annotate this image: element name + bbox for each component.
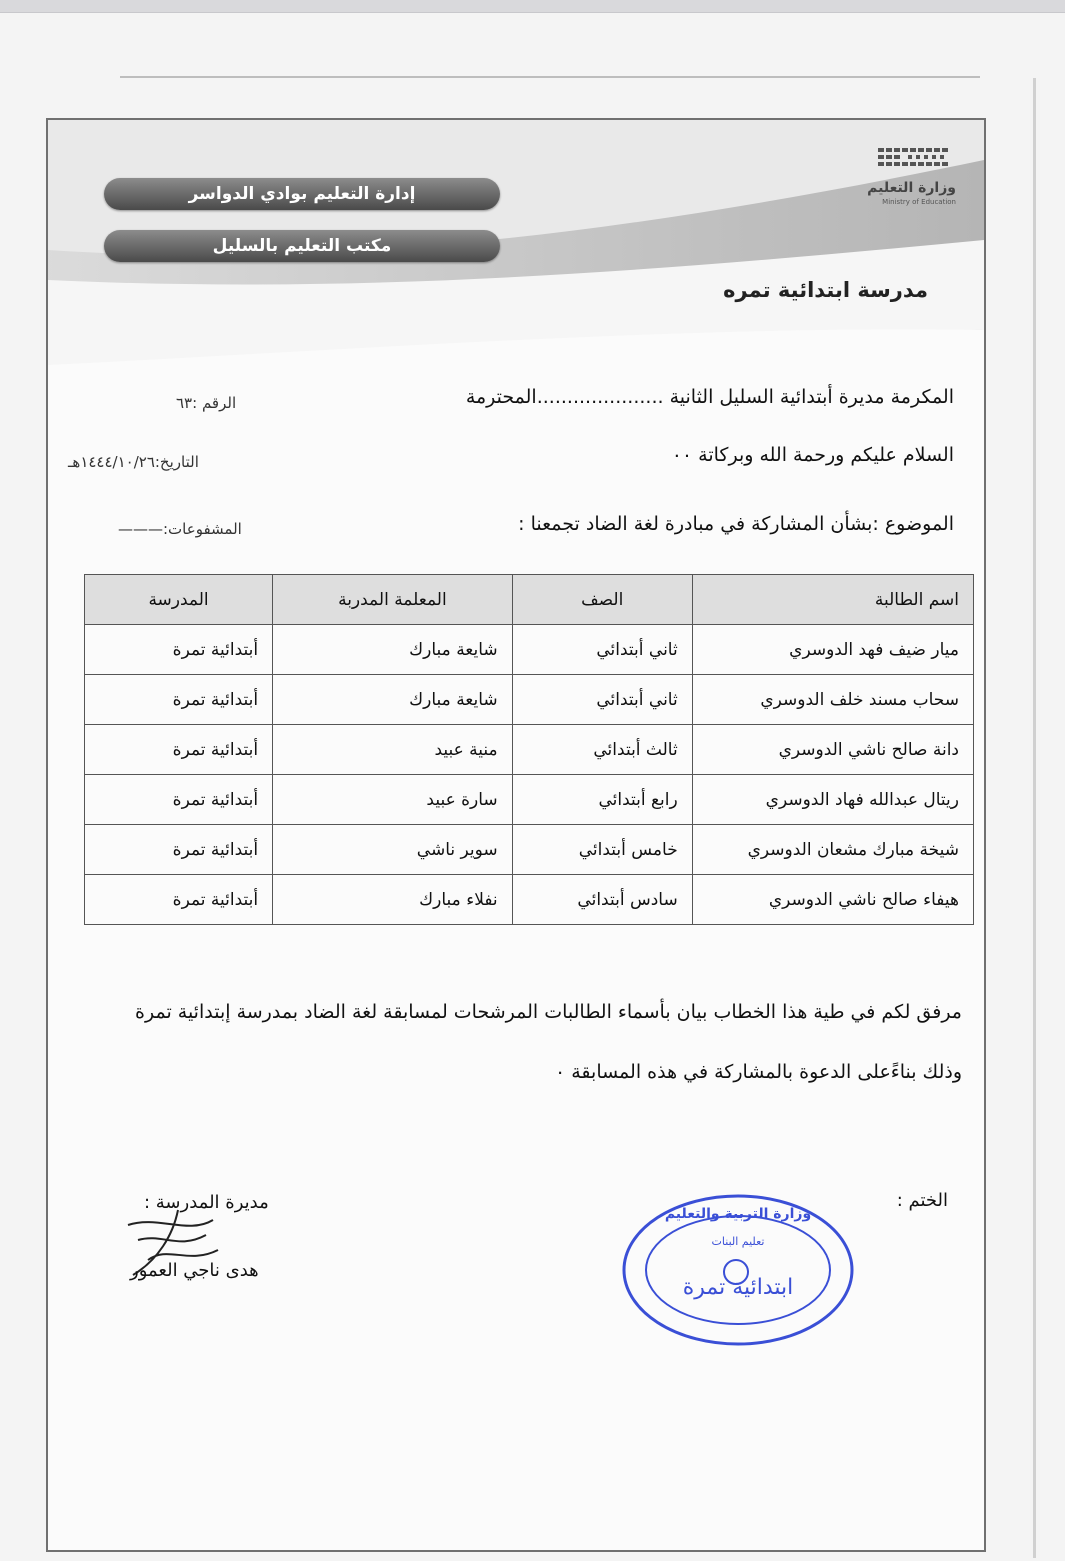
principal-name: هدى ناجي العمور: [130, 1260, 259, 1281]
letter-document: [46, 118, 986, 1552]
students-table: [84, 574, 974, 925]
page-edge-right: [1033, 78, 1036, 1558]
reference-number: الرقم :٦٣: [176, 394, 237, 412]
stamp-label: الختم :: [896, 1190, 948, 1211]
subject-line: الموضوع :بشأن المشاركة في مبادرة لغة الضاد تجمعنا :: [518, 513, 954, 535]
greeting-line: السلام عليكم ورحمة الله وبركاتة ٠٠: [671, 444, 954, 466]
column-header-student: اسم الطالبة: [692, 575, 973, 625]
grade: ثالث أبتدائي: [512, 725, 692, 775]
school: أبتدائية تمرة: [85, 775, 273, 825]
column-header-teacher: المعلمة المدربة: [273, 575, 513, 625]
ministry-name-ar: وزارة التعليم: [867, 180, 956, 196]
attachments-label: المشفوعات:———: [118, 520, 242, 538]
table-header-row: [85, 575, 974, 625]
table-row: [85, 675, 974, 725]
grade: ثاني أبتدائي: [512, 675, 692, 725]
school-title: مدرسة ابتدائية تمره: [723, 278, 928, 302]
student-name: ميار ضيف فهد الدوسري: [692, 625, 973, 675]
student-name: سحاب مسند خلف الدوسري: [692, 675, 973, 725]
school: أبتدائية تمرة: [85, 625, 273, 675]
table-row: [85, 725, 974, 775]
student-name: ريتال عبدالله فهاد الدوسري: [692, 775, 973, 825]
table-row: [85, 825, 974, 875]
student-name: دانة صالح ناشي الدوسري: [692, 725, 973, 775]
teacher: نفلاء مبارك: [273, 875, 513, 925]
student-name: شيخة مبارك مشعان الدوسري: [692, 825, 973, 875]
student-name: هيفاء صالح ناشي الدوسري: [692, 875, 973, 925]
grade: ثاني أبتدائي: [512, 625, 692, 675]
office-banner: مكتب التعليم بالسليل: [104, 230, 500, 262]
teacher: شايعة مبارك: [273, 675, 513, 725]
top-bar: [0, 0, 1065, 13]
teacher: شايعة مبارك: [273, 625, 513, 675]
department-banner: إدارة التعليم بوادي الدواسر: [104, 178, 500, 210]
school: أبتدائية تمرة: [85, 675, 273, 725]
principal-label: مديرة المدرسة :: [144, 1192, 269, 1213]
body-paragraph-line-2: وذلك بناءًعلى الدعوة بالمشاركة في هذه المسابقة ٠: [554, 1061, 962, 1083]
teacher: منية عبيد: [273, 725, 513, 775]
school-stamp: [618, 1190, 858, 1350]
column-header-school: المدرسة: [85, 575, 273, 625]
stamp-school-text: ابتدائية تمرة: [682, 1275, 794, 1300]
body-paragraph-line-1: مرفق لكم في طية هذا الخطاب بيان بأسماء الطالبات المرشحات لمسابقة لغة الضاد بمدرسة إبتدائية تمرة: [135, 1001, 962, 1023]
grade: رابع أبتدائي: [512, 775, 692, 825]
table-row: [85, 775, 974, 825]
stamp-subtitle-text: تعليم البنات: [711, 1235, 765, 1248]
table-row: [85, 625, 974, 675]
school: أبتدائية تمرة: [85, 875, 273, 925]
ministry-logo: [838, 140, 968, 210]
stamp-ministry-text: وزارة التربية والتعليم: [664, 1206, 812, 1222]
addressee-line: المكرمة مديرة أبتدائية السليل الثانية .....................المحترمة: [465, 386, 954, 408]
page-edge: [120, 76, 980, 78]
school: أبتدائية تمرة: [85, 725, 273, 775]
school: أبتدائية تمرة: [85, 825, 273, 875]
ministry-name-en: Ministry of Education: [882, 198, 956, 206]
teacher: سوير ناشي: [273, 825, 513, 875]
teacher: سارة عبيد: [273, 775, 513, 825]
grade: خامس أبتدائي: [512, 825, 692, 875]
grade: سادس أبتدائي: [512, 875, 692, 925]
letter-date: التاريخ:١٤٤٤/١٠/٢٦هـ: [68, 453, 199, 471]
table-row: [85, 875, 974, 925]
ministry-logo-icon: [838, 140, 968, 176]
column-header-grade: الصف: [512, 575, 692, 625]
